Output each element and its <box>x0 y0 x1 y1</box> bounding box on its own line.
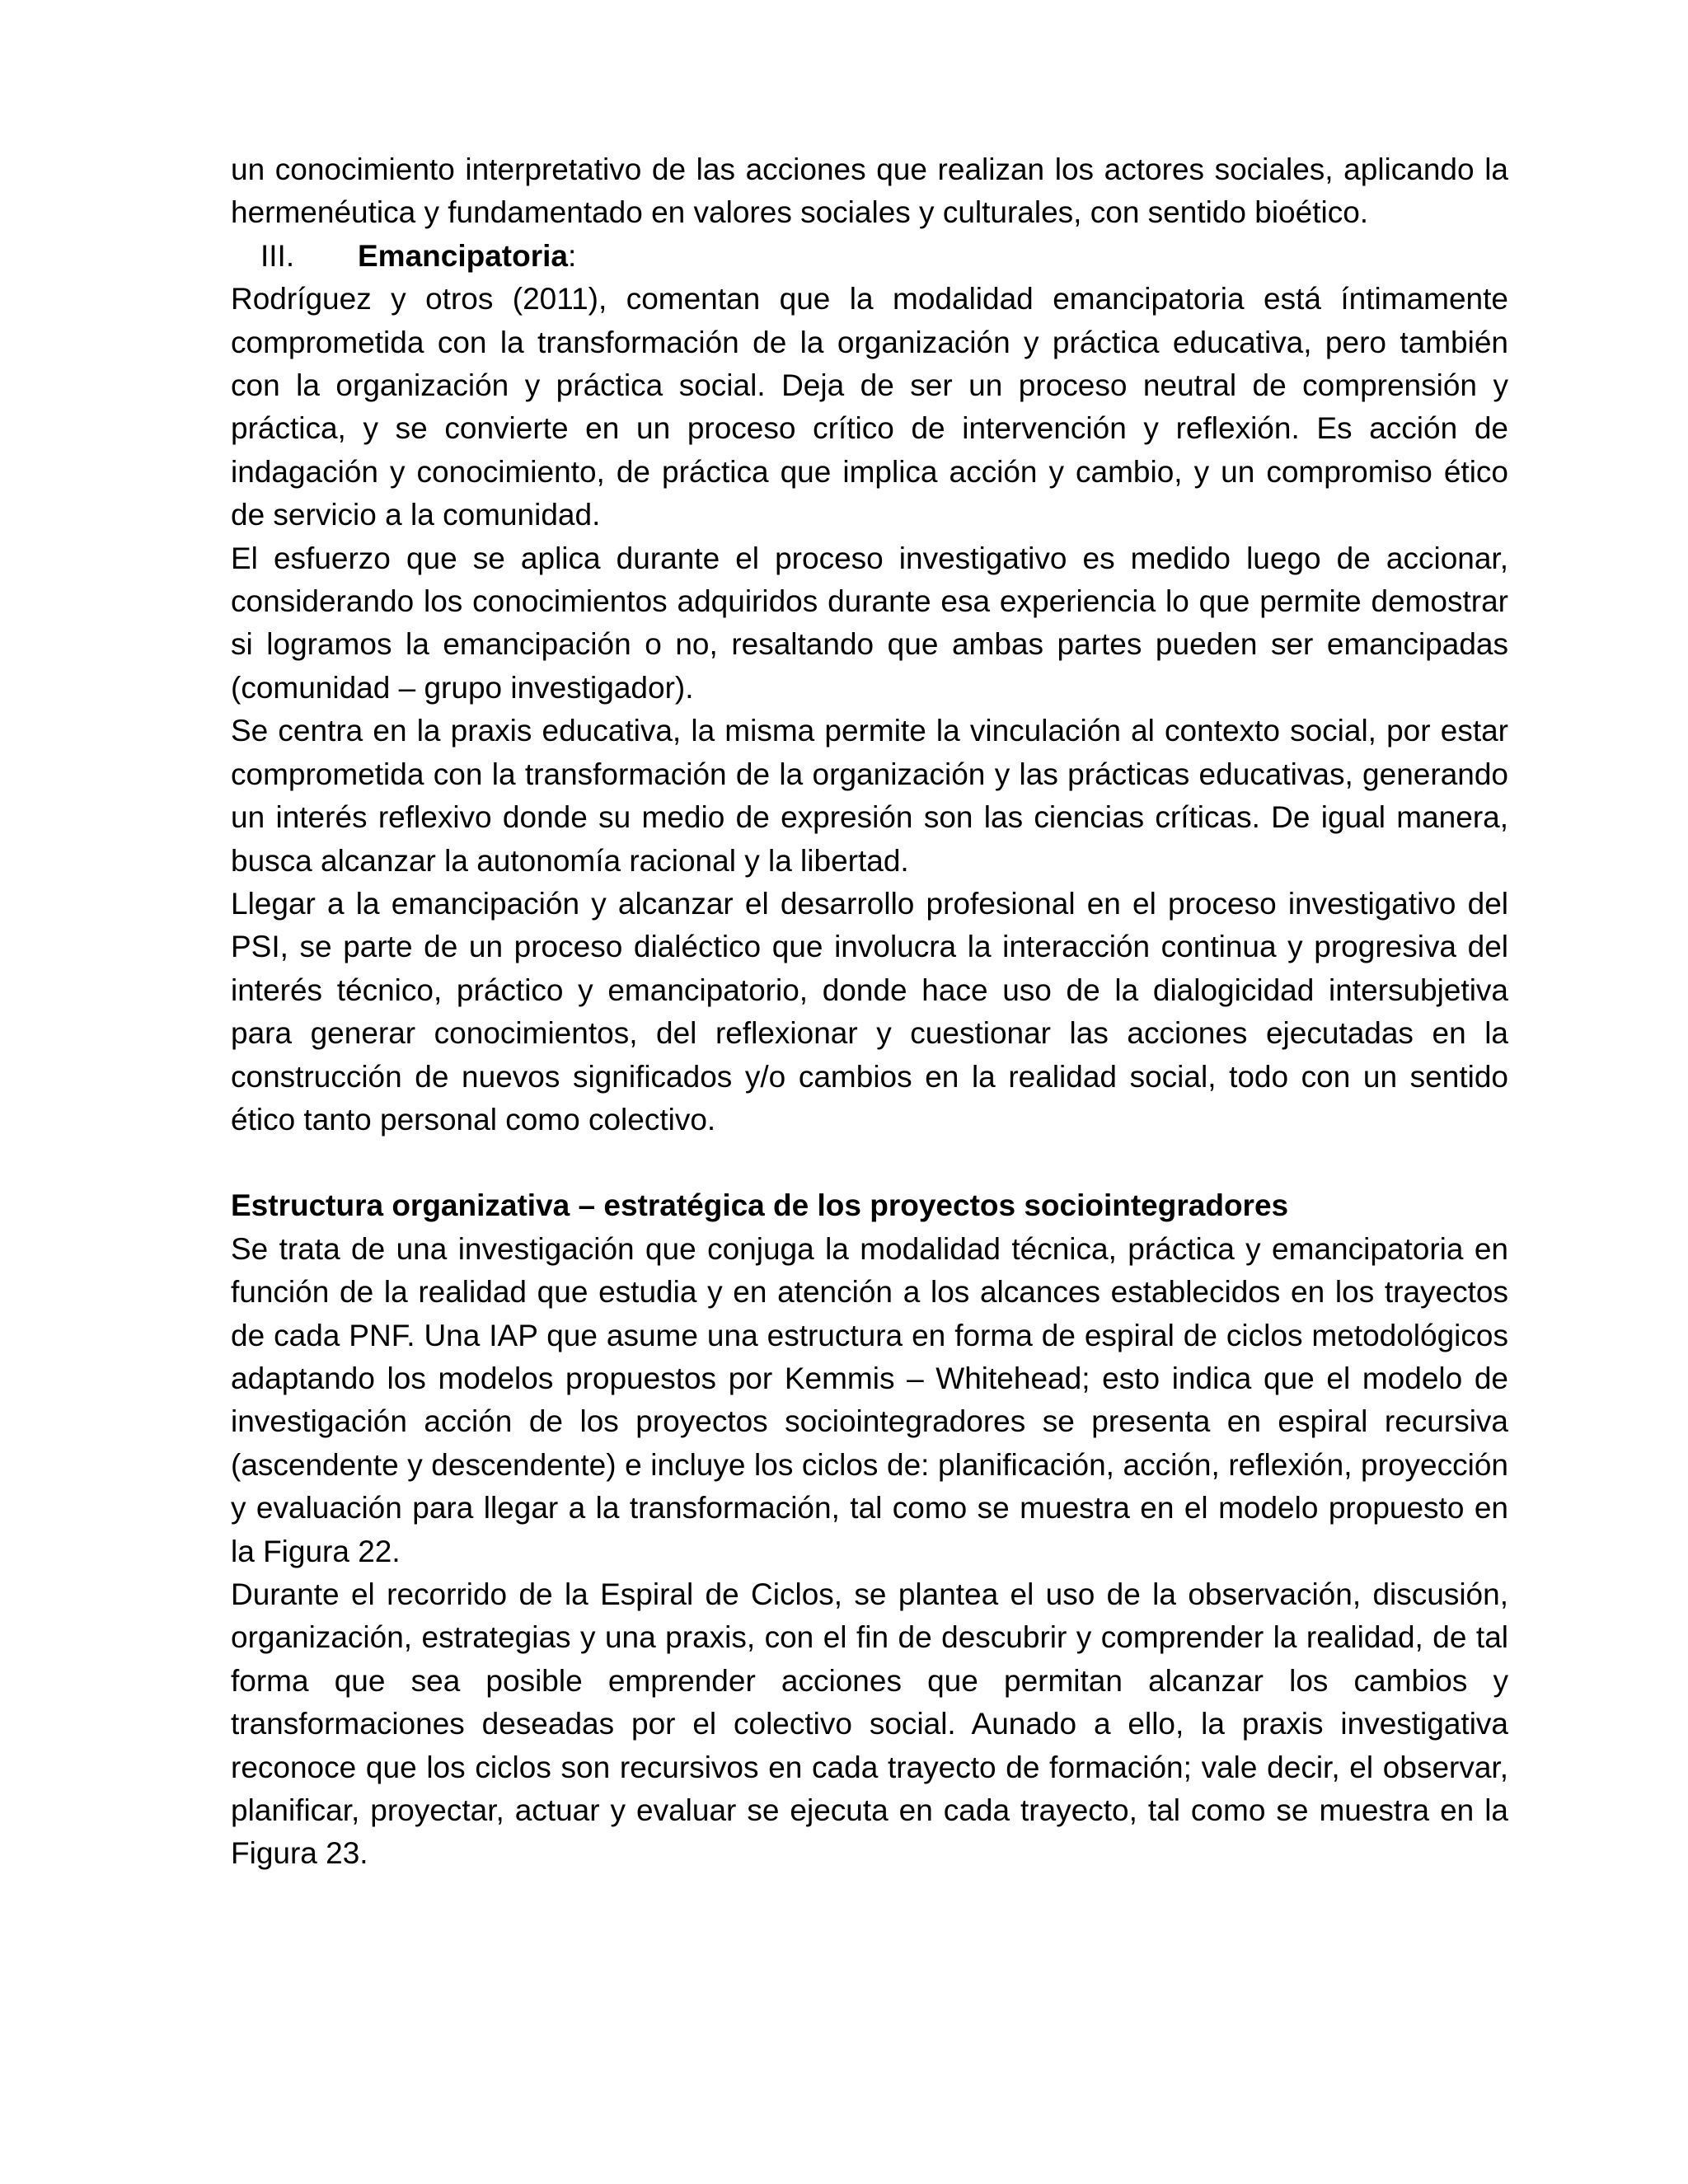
paragraph-emancipatoria-4: Llegar a la emancipación y alcanzar el desarrollo profesional en el proceso investigativo del PSI, se parte de un proceso dialéctico que involucra la interacción continua y progresiva del interés técnico, práctico y emancipatorio, donde hace uso de la dialogicidad intersubjetiva para generar conocimientos, del reflexionar y cuestionar las acciones ejecutadas en la construcción de nuevos significados y/o cambios en la realidad social, todo con un sentido ético tanto personal como colectivo. <box>231 886 1508 1137</box>
item-colon: : <box>567 238 577 273</box>
paragraph-gap <box>231 1141 1508 1184</box>
paragraph-emancipatoria-3: Se centra en la praxis educativa, la misma permite la vinculación al contexto social, por estar comprometida con la transformación de la organización y las prácticas educativas, generando un interés reflexivo donde su medio de expresión son las ciencias críticas. De igual manera, busca alcanzar la autonomía racional y la libertad. <box>231 714 1508 878</box>
paragraph-emancipatoria-1: Rodríguez y otros (2011), comentan que la modalidad emancipatoria está íntimamente comprometida con la transformación de la organización y práctica educativa, pero también con la organización y práctica social. Deja de ser un proceso neutral de comprensión y práctica, y se convierte en un proceso crítico de intervención y reflexión. Es acción de indagación y conocimiento, de práctica que implica acción y cambio, y un compromiso ético de servicio a la comunidad. <box>231 282 1508 532</box>
item-title: Emancipatoria <box>358 238 568 273</box>
paragraph-emancipatoria-2: El esfuerzo que se aplica durante el proceso investigativo es medido luego de accionar, considerando los conocimientos adquiridos durante esa experiencia lo que permite demostrar si logramos la emancipación o no, resaltando que ambas partes pueden ser emancipadas (comunidad – grupo investigador). <box>231 541 1508 705</box>
paragraph-intro-end: un conocimiento interpretativo de las acciones que realizan los actores sociales, aplicando la hermenéutica y fundamentado en valores sociales y culturales, con sentido bioético. <box>231 152 1508 230</box>
paragraph-estructura-1: Se trata de una investigación que conjuga la modalidad técnica, práctica y emancipatoria en función de la realidad que estudia y en atención a los alcances establecidos en los trayectos de cada PNF. Una IAP que asume una estructura en forma de espiral de ciclos metodológicos adaptando los modelos propuestos por Kemmis – Whitehead; esto indica que el modelo de investigación acción de los proyectos sociointegradores se presenta en espiral recursiva (ascendente y descendente) e incluye los ciclos de: planificación, acción, reflexión, proyección y evaluación para llegar a la transformación, tal como se muestra en el modelo propuesto en la Figura 22. <box>231 1231 1508 1568</box>
list-item-emancipatoria-heading <box>231 235 1508 278</box>
document-page <box>231 148 1508 1876</box>
section-title: Estructura organizativa – estratégica de los proyectos sociointegradores <box>231 1188 1289 1223</box>
paragraph-estructura-2: Durante el recorrido de la Espiral de Ciclos, se plantea el uso de la observación, discusión, organización, estrategias y una praxis, con el fin de descubrir y comprender la realidad, de tal forma que sea posible emprender acciones que permitan alcanzar los cambios y transformaciones deseadas por el colectivo social. Aunado a ello, la praxis investigativa reconoce que los ciclos son recursivos en cada trayecto de formación; vale decir, el observar, planificar, proyectar, actuar y evaluar se ejecuta en cada trayecto, tal como se muestra en la Figura 23. <box>231 1577 1508 1871</box>
roman-numeral: III. <box>260 238 295 273</box>
